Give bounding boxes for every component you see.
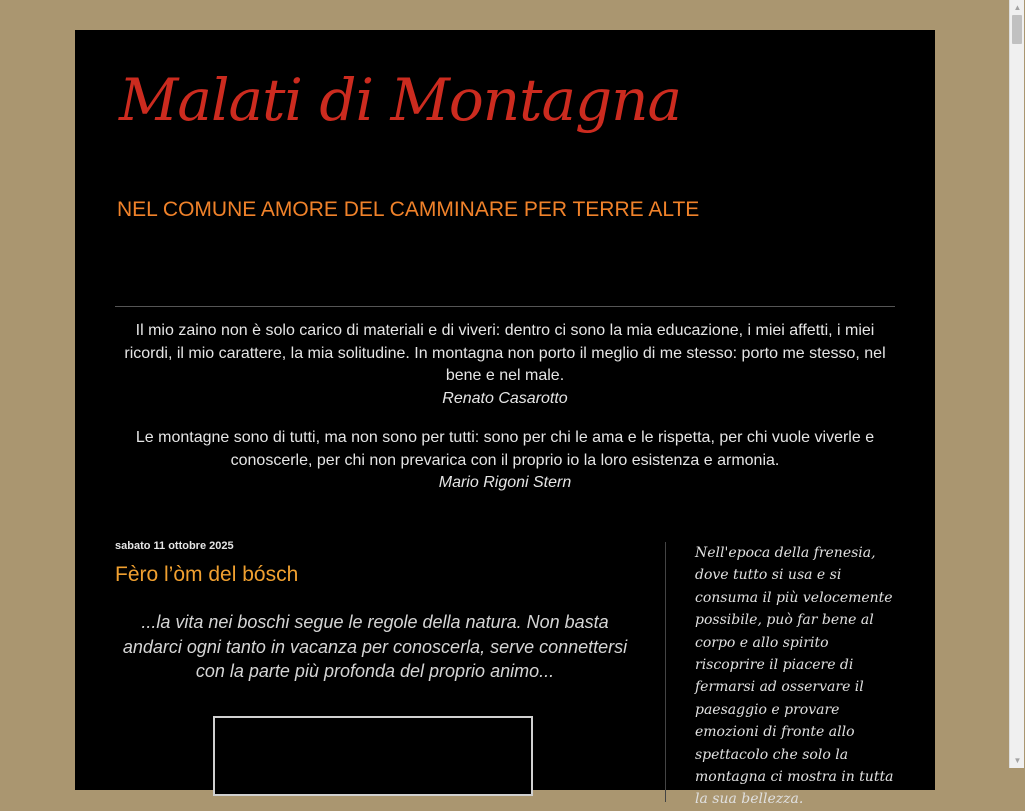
quote-author: Mario Rigoni Stern [438,474,572,491]
post-title-link[interactable]: Fèro l’òm del bósch [115,563,299,586]
sidebar-text: Nell'epoca della frenesia, dove tutto si usa e si consuma il più velocemente possibile, può far bene al corpo e allo spirito riscoprire il piacere di fermarsi ad osservare il paesaggio e provare emozioni di fronte allo spettacolo che solo la montagna ci mostra in tutta la sua bellezza. [695,545,894,808]
post-image[interactable] [213,716,533,796]
scroll-down-arrow-icon[interactable]: ▼ [1013,756,1022,765]
quote-text: Il mio zaino non è solo carico di materiali e di viveri: dentro ci sono la mia educazione, i miei affetti, i miei ricordi, il mio carattere, la mia solitudine. In montagna non porto il meglio di me stesso: porto me stesso, nel bene e nel male. [124,322,886,384]
post-intro: ...la vita nei boschi segue le regole della natura. Non basta andarci ogni tanto in vacanza per conoscerla, serve connettersi con la parte più profonda del proprio animo... [122,612,628,681]
quotes-section [115,320,895,512]
blog-page [75,30,935,808]
quote-rigoni-stern [115,427,895,495]
header-divider [115,306,895,307]
scrollbar-thumb[interactable] [1012,15,1022,44]
blog-description: NEL COMUNE AMORE DEL CAMMINARE PER TERRE ALTE [117,198,700,221]
post-date: sabato 11 ottobre 2025 [115,540,234,552]
blog-title[interactable]: Malati di Montagna [119,66,682,134]
quote-author: Renato Casarotto [442,389,568,407]
scroll-up-arrow-icon[interactable]: ▲ [1013,3,1022,12]
vertical-scrollbar[interactable] [1009,0,1024,768]
quote-text: Le montagne sono di tutti, ma non sono per tutti: sono per chi le ama e le rispetta, per chi vuole viverle e conoscerle, per chi non prevarica con il proprio io la loro esistenza e armonia. [135,429,875,469]
main-column [115,540,635,684]
sidebar-divider [665,542,666,802]
quote-casarotto [115,320,895,410]
